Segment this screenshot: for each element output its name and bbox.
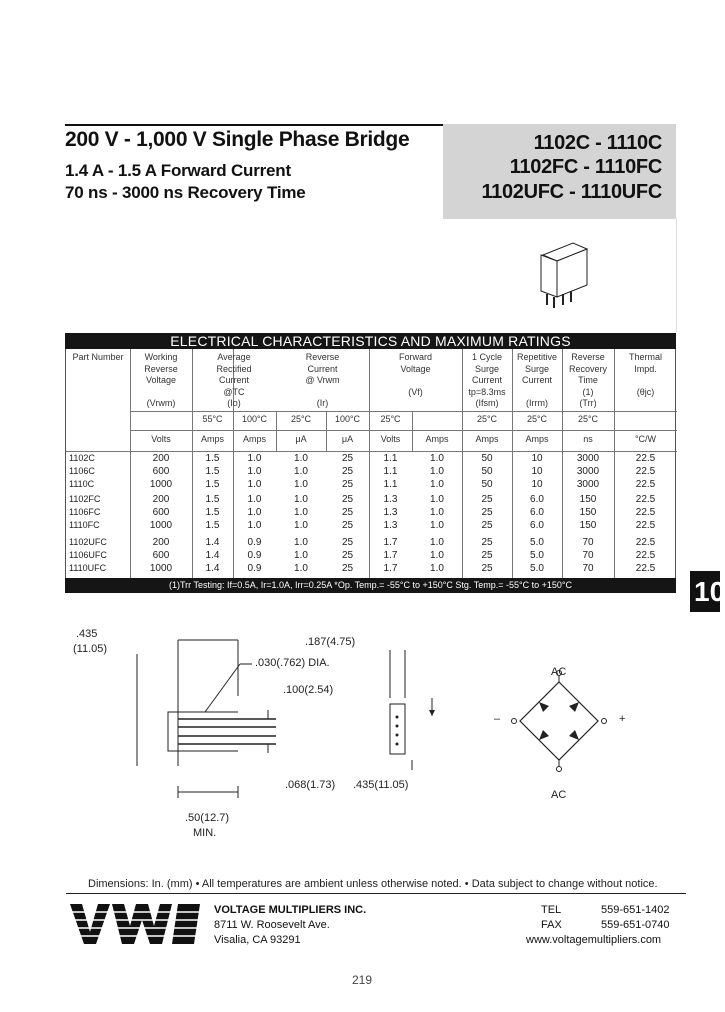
unit-label: Amps <box>525 434 549 444</box>
table-cell: 1.0 <box>294 453 308 464</box>
table-cell: 1.0 <box>294 550 308 561</box>
table-cell: 0.9 <box>247 537 262 548</box>
table-cell: 1.0 <box>247 507 262 518</box>
table-cell: 1.7 <box>383 550 398 561</box>
dimension-drawing <box>0 620 720 860</box>
table-cell: 25 <box>481 520 493 531</box>
table-cell: 5.0 <box>530 537 544 548</box>
part-number-cell: 1110FC <box>69 520 100 530</box>
footer-rule <box>66 893 686 894</box>
table-cell: 3000 <box>576 466 600 477</box>
table-row-divider <box>130 411 677 412</box>
table-cell: 1.0 <box>294 479 308 490</box>
table-cell: 3000 <box>576 479 600 490</box>
part-number-cell: 1102UFC <box>69 537 107 547</box>
fax-label: FAX <box>541 919 562 931</box>
table-cell: 1.0 <box>294 563 308 574</box>
part-number-cell: 1106UFC <box>69 550 107 560</box>
unit-label: Amps <box>475 434 499 444</box>
table-cell: 1.5 <box>205 479 220 490</box>
table-cell: 25 <box>481 507 493 518</box>
table-cell: 25 <box>341 453 354 464</box>
table-cell: 1.0 <box>247 520 262 531</box>
table-cell: 1.5 <box>205 520 220 531</box>
table-cell: 25 <box>341 537 354 548</box>
table-cell: 200 <box>152 453 170 464</box>
table-cell: 1.5 <box>205 453 220 464</box>
fax-number: 559-651-0740 <box>601 919 670 931</box>
table-cell: 25 <box>341 494 354 505</box>
column-header-working-reverse: Working Reverse Voltage (Vrwm) <box>144 352 178 408</box>
company-city: Visalia, CA 93291 <box>214 934 301 946</box>
table-cell: 10 <box>531 479 543 490</box>
part-series-fc: 1102FC - 1110FC <box>509 156 662 178</box>
section-tab: 10 <box>690 571 720 612</box>
dim-pin-offset: .068(1.73) <box>285 779 336 791</box>
table-cell: 1.7 <box>383 563 398 574</box>
part-number-cell: 1110UFC <box>69 563 107 573</box>
dimensions-note: Dimensions: In. (mm) • All temperatures are ambient unless otherwise noted. • Data subject to change without notice. <box>88 878 658 890</box>
temperature-label: 25°C <box>577 414 599 424</box>
table-cell: 1.0 <box>430 550 444 561</box>
table-cell: 1.5 <box>205 466 220 477</box>
dim-min: MIN. <box>193 827 217 839</box>
table-cell: 200 <box>152 494 170 505</box>
table-cell: 25 <box>341 550 354 561</box>
table-cell: 1.0 <box>294 494 308 505</box>
table-cell: 0.9 <box>247 550 262 561</box>
table-cell: 70 <box>582 550 594 561</box>
unit-label: Amps <box>200 434 224 444</box>
table-cell: 1.5 <box>205 494 220 505</box>
table-cell: 1.7 <box>383 537 398 548</box>
bridge-package-icon <box>443 219 676 332</box>
table-cell: 200 <box>152 537 170 548</box>
table-cell: 50 <box>481 479 493 490</box>
column-header-reverse-recovery: Reverse Recovery Time (1) (Trr) <box>568 352 607 408</box>
dim-lead-length: .50(12.7) <box>185 812 230 824</box>
schematic-ac-top: AC <box>551 666 567 678</box>
table-cell: 22.5 <box>635 494 656 505</box>
schematic-minus: – <box>494 713 501 725</box>
unit-label: Amps <box>242 434 266 444</box>
table-cell: 22.5 <box>635 563 656 574</box>
table-row-divider <box>130 430 677 431</box>
temperature-label: 25°C <box>290 414 312 424</box>
schematic-ac-bottom: AC <box>551 789 567 801</box>
table-cell: 1.0 <box>430 520 444 531</box>
company-name: VOLTAGE MULTIPLIERS INC. <box>214 904 367 916</box>
table-cell: 25 <box>341 520 354 531</box>
page-title: 200 V - 1,000 V Single Phase Bridge <box>65 128 410 151</box>
table-cell: 0.9 <box>247 563 262 574</box>
temperature-label: 25°C <box>526 414 548 424</box>
dim-depth: .187(4.75) <box>305 636 356 648</box>
table-cell: 1.4 <box>205 537 220 548</box>
part-number-cell: 1106C <box>69 466 95 476</box>
column-header-reverse-current: Reverse Current @ Vrwm (Ir) <box>305 352 340 408</box>
table-cell: 1.0 <box>247 466 262 477</box>
column-header-part-number: Part Number <box>72 352 124 362</box>
table-cell: 22.5 <box>635 550 656 561</box>
column-header-rep-surge: Repetitive Surge Current (Irrm) <box>516 352 558 408</box>
table-cell: 10 <box>531 453 543 464</box>
table-cell: 1.3 <box>383 520 398 531</box>
table-cell: 1.0 <box>294 507 308 518</box>
temperature-label: 100°C <box>334 414 361 424</box>
table-cell: 25 <box>481 550 493 561</box>
table-cell: 22.5 <box>635 453 656 464</box>
part-series-box <box>443 124 676 219</box>
dim-width-in: .435 <box>76 628 98 640</box>
temperature-label: 25°C <box>476 414 498 424</box>
table-cell: 1.1 <box>383 453 398 464</box>
table-cell: 1.1 <box>383 466 398 477</box>
table-cell: 6.0 <box>530 494 544 505</box>
dim-height: .435(11.05) <box>353 779 409 791</box>
table-cell: 50 <box>481 453 493 464</box>
vmi-logo <box>68 902 204 946</box>
table-cell: 1.0 <box>247 479 262 490</box>
part-series-c: 1102C - 1110C <box>533 132 662 154</box>
table-cell: 1.0 <box>430 494 444 505</box>
company-address: 8711 W. Roosevelt Ave. <box>214 919 330 931</box>
table-cell: 50 <box>481 466 493 477</box>
package-picture-area <box>443 219 677 332</box>
header-rule <box>65 124 443 126</box>
schematic-plus: + <box>619 713 626 725</box>
table-cell: 22.5 <box>635 537 656 548</box>
table-cell: 70 <box>582 563 594 574</box>
table-cell: 10 <box>531 466 543 477</box>
page-number: 219 <box>352 973 373 987</box>
table-cell: 6.0 <box>530 520 544 531</box>
table-cell: 1.4 <box>205 550 220 561</box>
table-cell: 1.0 <box>294 466 308 477</box>
dim-pin-dia: .030(.762) DIA. <box>255 657 330 669</box>
ratings-table <box>65 349 676 592</box>
unit-label: °C/W <box>634 434 657 444</box>
table-cell: 1.3 <box>383 494 398 505</box>
table-cell: 600 <box>152 466 170 477</box>
table-cell: 1.0 <box>430 466 444 477</box>
part-number-cell: 1110C <box>69 479 95 489</box>
table-cell: 22.5 <box>635 466 656 477</box>
table-cell: 1.4 <box>205 563 220 574</box>
table-footnote: (1)Trr Testing: If=0.5A, Ir=1.0A, Irr=0.25A *Op. Temp.= -55°C to +150°C Stg. Temp.= -55°C to +150°C <box>65 578 676 593</box>
column-header-forward-voltage: Forward Voltage (Vf) <box>398 352 432 397</box>
table-cell: 25 <box>481 563 493 574</box>
dim-width-mm: (11.05) <box>73 643 108 655</box>
table-cell: 25 <box>341 466 354 477</box>
subtitle-forward-current: 1.4 A - 1.5 A Forward Current <box>65 161 291 180</box>
unit-label: Volts <box>151 434 171 444</box>
table-cell: 1.0 <box>430 537 444 548</box>
table-cell: 25 <box>341 563 354 574</box>
temperature-label: 100°C <box>241 414 268 424</box>
part-number-cell: 1102FC <box>69 494 101 504</box>
table-cell: 1.0 <box>294 537 308 548</box>
table-cell: 1.0 <box>247 494 262 505</box>
table-cell: 1000 <box>149 479 173 490</box>
table-cell: 3000 <box>576 453 600 464</box>
unit-label: μA <box>341 434 354 444</box>
subtitle-recovery-time: 70 ns - 3000 ns Recovery Time <box>65 183 306 202</box>
temperature-label: 25°C <box>380 414 401 424</box>
table-cell: 1.5 <box>205 507 220 518</box>
table-cell: 600 <box>152 507 170 518</box>
table-cell: 1.0 <box>247 453 262 464</box>
table-cell: 150 <box>579 520 597 531</box>
table-cell: 1.0 <box>294 520 308 531</box>
unit-label: Amps <box>425 434 449 444</box>
column-header-cycle-surge: 1 Cycle Surge Current tp=8.3ms (Ifsm) <box>468 352 506 408</box>
table-cell: 25 <box>481 494 493 505</box>
table-cell: 1.0 <box>430 453 444 464</box>
temperature-label: 55°C <box>202 414 223 424</box>
unit-label: μA <box>295 434 307 444</box>
table-cell: 150 <box>579 507 597 518</box>
table-cell: 1.3 <box>383 507 398 518</box>
part-number-cell: 1106FC <box>69 507 101 517</box>
tel-label: TEL <box>541 904 562 916</box>
table-cell: 22.5 <box>635 507 656 518</box>
unit-label: ns <box>583 434 593 444</box>
table-cell: 5.0 <box>530 550 544 561</box>
website: www.voltagemultipliers.com <box>526 934 662 946</box>
table-cell: 1.0 <box>430 563 444 574</box>
table-cell: 25 <box>341 507 354 518</box>
dim-pin-pitch: .100(2.54) <box>283 684 334 696</box>
table-cell: 600 <box>152 550 170 561</box>
table-cell: 1.0 <box>430 507 444 518</box>
unit-label: Volts <box>380 434 401 444</box>
table-cell: 1000 <box>149 563 173 574</box>
column-header-avg-rectified: Average Rectified Current @TC (Io) <box>216 352 252 408</box>
tel-number: 559-651-1402 <box>601 904 670 916</box>
table-cell: 1000 <box>149 520 173 531</box>
column-header-thermal: Thermal Impd. (θjc) <box>628 352 662 397</box>
part-series-ufc: 1102UFC - 1110UFC <box>481 181 662 203</box>
part-number-cell: 1102C <box>69 453 95 463</box>
table-cell: 1.1 <box>383 479 398 490</box>
table-cell: 25 <box>341 479 354 490</box>
table-cell: 150 <box>579 494 597 505</box>
table-cell: 6.0 <box>530 507 544 518</box>
table-cell: 22.5 <box>635 520 656 531</box>
table-cell: 1.0 <box>430 479 444 490</box>
table-cell: 5.0 <box>530 563 544 574</box>
table-cell: 70 <box>582 537 594 548</box>
table-cell: 25 <box>481 537 493 548</box>
table-title: ELECTRICAL CHARACTERISTICS AND MAXIMUM RATINGS <box>65 333 676 349</box>
table-cell: 22.5 <box>635 479 656 490</box>
table-row-divider <box>66 451 677 452</box>
